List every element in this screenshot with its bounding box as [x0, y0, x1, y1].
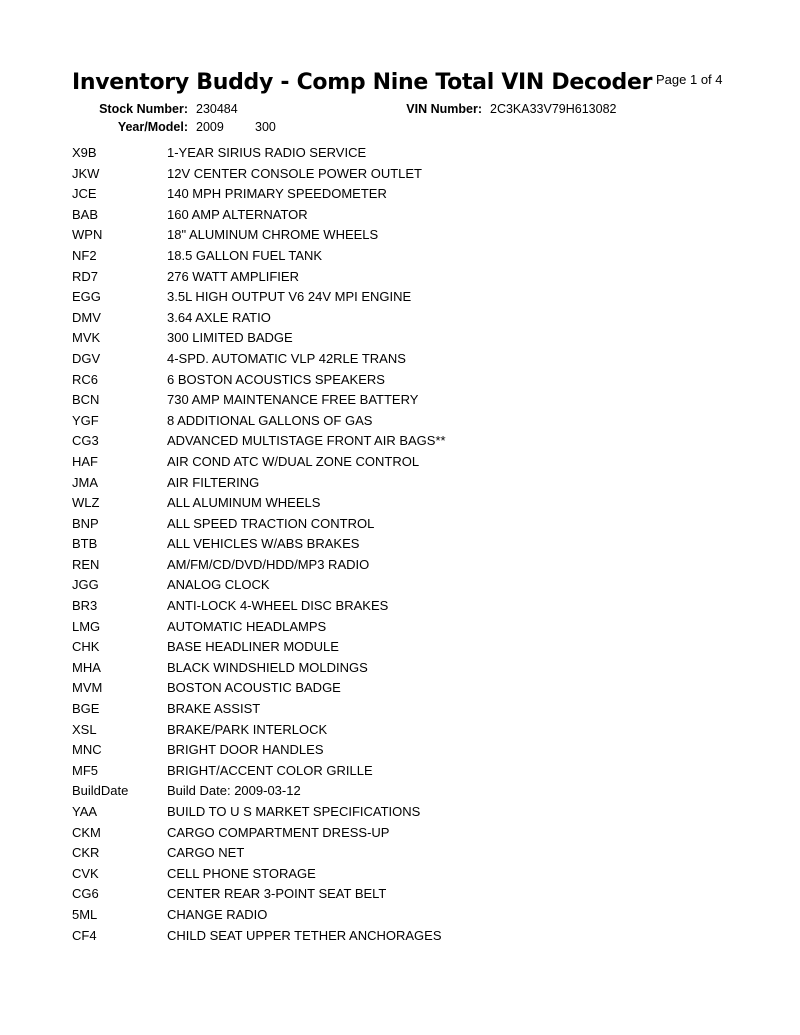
option-row — [72, 617, 772, 638]
option-description: BRAKE ASSIST — [167, 701, 261, 717]
option-description: AIR COND ATC W/DUAL ZONE CONTROL — [167, 453, 420, 469]
option-code: EGG — [72, 289, 101, 305]
option-description: ANTI-LOCK 4-WHEEL DISC BRAKES — [167, 598, 389, 614]
option-row — [72, 534, 772, 555]
option-description: BASE HEADLINER MODULE — [167, 639, 339, 655]
stock-number-value: 230484 — [196, 102, 238, 116]
option-description: AIR FILTERING — [167, 474, 260, 490]
option-code: MHA — [72, 659, 101, 675]
option-code: MVM — [72, 680, 103, 696]
option-code: CG6 — [72, 886, 99, 902]
option-description: Build Date: 2009-03-12 — [167, 783, 301, 799]
option-row — [72, 349, 772, 370]
option-code: CF4 — [72, 927, 97, 943]
year-model-label: Year/Model: — [117, 120, 188, 134]
option-description: AM/FM/CD/DVD/HDD/MP3 RADIO — [167, 556, 370, 572]
option-code: BAB — [72, 206, 99, 222]
option-row — [72, 246, 772, 267]
option-description: 276 WATT AMPLIFIER — [167, 268, 299, 284]
option-row — [72, 143, 772, 164]
option-code: CG3 — [72, 433, 99, 449]
option-row — [72, 658, 772, 679]
option-list — [72, 143, 772, 946]
option-description: CHANGE RADIO — [167, 906, 268, 922]
option-description: BOSTON ACOUSTIC BADGE — [167, 680, 341, 696]
year-value: 2009 — [196, 120, 224, 134]
option-code: REN — [72, 556, 100, 572]
option-code: BR3 — [72, 598, 98, 614]
option-row — [72, 864, 772, 885]
option-row — [72, 452, 772, 473]
option-description: 12V CENTER CONSOLE POWER OUTLET — [167, 165, 422, 181]
option-row — [72, 720, 772, 741]
option-row — [72, 802, 772, 823]
option-row — [72, 164, 772, 185]
option-description: ALL VEHICLES W/ABS BRAKES — [167, 536, 360, 552]
option-code: HAF — [72, 453, 98, 469]
option-description: 160 AMP ALTERNATOR — [167, 206, 308, 222]
option-code: JKW — [72, 165, 100, 181]
option-row — [72, 267, 772, 288]
option-description: CARGO NET — [167, 845, 245, 861]
option-description: BRIGHT/ACCENT COLOR GRILLE — [167, 762, 373, 778]
option-row — [72, 473, 772, 494]
option-row — [72, 699, 772, 720]
option-row — [72, 596, 772, 617]
option-row — [72, 431, 772, 452]
option-code: WPN — [72, 227, 103, 243]
option-row — [72, 184, 772, 205]
option-code: NF2 — [72, 247, 97, 263]
option-code: BGE — [72, 701, 100, 717]
option-description: 300 LIMITED BADGE — [167, 330, 293, 346]
option-description: 4-SPD. AUTOMATIC VLP 42RLE TRANS — [167, 350, 406, 366]
option-row — [72, 926, 772, 947]
option-code: 5ML — [72, 906, 98, 922]
option-code: JGG — [72, 577, 99, 593]
option-description: ADVANCED MULTISTAGE FRONT AIR BAGS** — [167, 433, 446, 449]
option-description: ALL SPEED TRACTION CONTROL — [167, 515, 375, 531]
option-code: LMG — [72, 618, 101, 634]
option-code: MF5 — [72, 762, 98, 778]
option-description: ANALOG CLOCK — [167, 577, 270, 593]
option-row — [72, 308, 772, 329]
option-code: RD7 — [72, 268, 99, 284]
option-code: XSL — [72, 721, 97, 737]
option-code: CVK — [72, 865, 99, 881]
option-row — [72, 225, 772, 246]
option-row — [72, 575, 772, 596]
option-description: BLACK WINDSHIELD MOLDINGS — [167, 659, 368, 675]
option-row — [72, 843, 772, 864]
option-description: 1-YEAR SIRIUS RADIO SERVICE — [167, 145, 367, 160]
option-row — [72, 823, 772, 844]
option-description: BRIGHT DOOR HANDLES — [167, 742, 324, 758]
option-description: 18.5 GALLON FUEL TANK — [167, 247, 323, 263]
option-description: ALL ALUMINUM WHEELS — [167, 495, 321, 511]
page-title: Inventory Buddy - Comp Nine Total VIN Decoder — [72, 70, 653, 95]
option-code: BNP — [72, 515, 99, 531]
option-description: 18" ALUMINUM CHROME WHEELS — [167, 227, 379, 243]
option-description: CENTER REAR 3-POINT SEAT BELT — [167, 886, 387, 902]
option-row — [72, 637, 772, 658]
option-code: RC6 — [72, 371, 99, 387]
option-code: JMA — [72, 474, 98, 490]
option-row — [72, 781, 772, 802]
model-value: 300 — [255, 120, 276, 134]
stock-number-label: Stock Number: — [99, 102, 188, 116]
option-description: 3.64 AXLE RATIO — [167, 309, 271, 325]
option-code: CKM — [72, 824, 101, 840]
vin-number-label: VIN Number: — [406, 102, 482, 116]
option-description: 8 ADDITIONAL GALLONS OF GAS — [167, 412, 373, 428]
option-description: CARGO COMPARTMENT DRESS-UP — [167, 824, 390, 840]
option-description: AUTOMATIC HEADLAMPS — [167, 618, 327, 634]
option-row — [72, 761, 772, 782]
vin-number-value: 2C3KA33V79H613082 — [490, 102, 617, 116]
option-description: 3.5L HIGH OUTPUT V6 24V MPI ENGINE — [167, 289, 412, 305]
option-description: 730 AMP MAINTENANCE FREE BATTERY — [167, 392, 419, 408]
option-code: CKR — [72, 845, 100, 861]
page-number: Page 1 of 4 — [656, 72, 723, 87]
option-code: JCE — [72, 186, 97, 202]
option-code: WLZ — [72, 495, 100, 511]
option-code: YGF — [72, 412, 99, 428]
option-row — [72, 390, 772, 411]
option-row — [72, 328, 772, 349]
option-row — [72, 905, 772, 926]
option-row — [72, 411, 772, 432]
option-description: 140 MPH PRIMARY SPEEDOMETER — [167, 186, 387, 202]
option-code: YAA — [72, 804, 98, 819]
option-description: BUILD TO U S MARKET SPECIFICATIONS — [167, 804, 421, 819]
option-description: CELL PHONE STORAGE — [167, 865, 316, 881]
option-row — [72, 287, 772, 308]
option-row — [72, 555, 772, 576]
option-description: CHILD SEAT UPPER TETHER ANCHORAGES — [167, 927, 442, 943]
option-row — [72, 493, 772, 514]
option-code: X9B — [72, 145, 97, 160]
option-code: DGV — [72, 350, 101, 366]
option-code: BuildDate — [72, 783, 129, 799]
option-row — [72, 514, 772, 535]
option-code: MNC — [72, 742, 102, 758]
option-description: 6 BOSTON ACOUSTICS SPEAKERS — [167, 371, 385, 387]
option-row — [72, 884, 772, 905]
option-row — [72, 370, 772, 391]
option-description: BRAKE/PARK INTERLOCK — [167, 721, 328, 737]
option-code: DMV — [72, 309, 101, 325]
option-row — [72, 678, 772, 699]
option-code: BCN — [72, 392, 100, 408]
option-code: CHK — [72, 639, 100, 655]
option-row — [72, 205, 772, 226]
option-code: MVK — [72, 330, 101, 346]
option-row — [72, 740, 772, 761]
option-code: BTB — [72, 536, 98, 552]
